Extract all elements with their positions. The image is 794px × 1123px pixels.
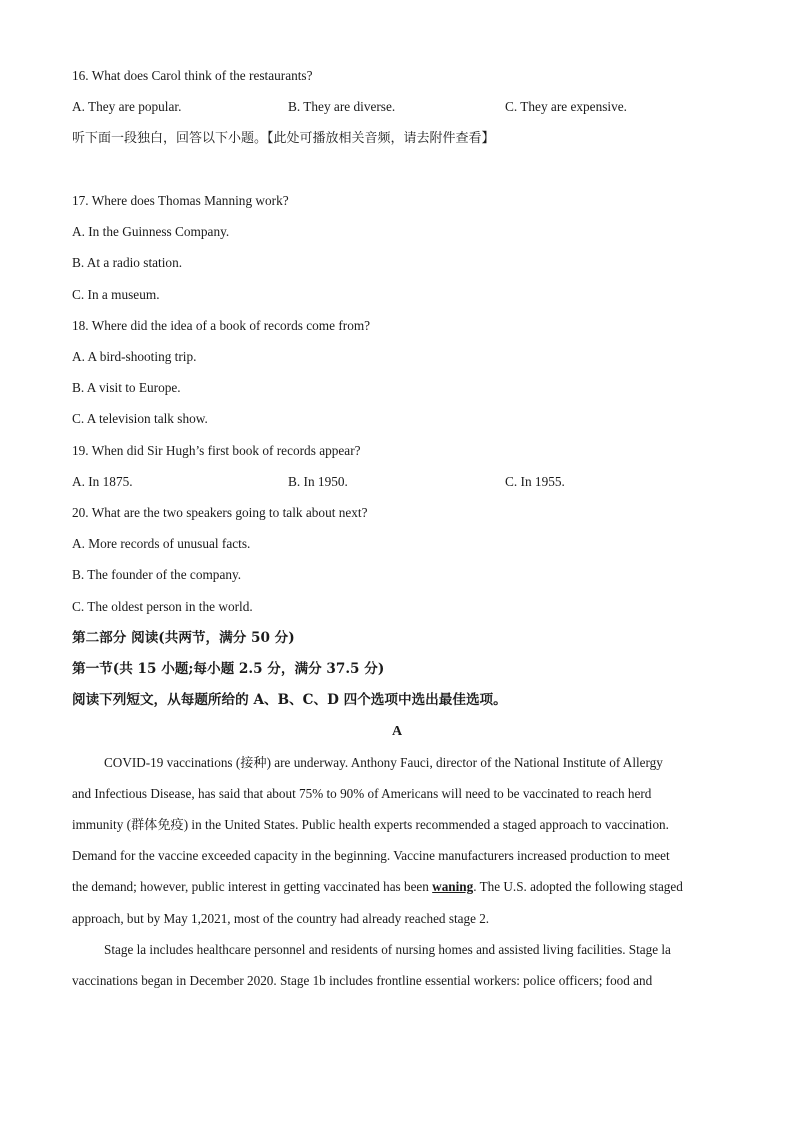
question-17: 17. Where does Thomas Manning work? [72, 193, 289, 208]
passage-line: immunity (群体免疫) in the United States. Public health experts recommended a staged approach to vaccination. [72, 817, 669, 832]
q18-option-b: B. A visit to Europe. [72, 380, 181, 395]
passage-line: COVID-19 vaccinations (接种) are underway. Anthony Fauci, director of the National Institute of Allergy [104, 755, 663, 770]
q16-option-a: A. They are popular. [72, 99, 182, 114]
q17-option-b: B. At a radio station. [72, 255, 183, 270]
reading-instruction: 阅读下列短文，从每题所给的 A、B、C、D 四个选项中选出最佳选项。 [72, 692, 507, 708]
q16-option-b: B. They are diverse. [288, 99, 396, 114]
q17-option-c: C. In a museum. [72, 287, 160, 302]
q17-option-a: A. In the Guinness Company. [72, 224, 230, 239]
q19-option-b: B. In 1950. [288, 474, 348, 489]
passage-line: and Infectious Disease, has said that about 75% to 90% of Americans will need to be vaccinated to reach herd [72, 786, 652, 801]
q20-option-b: B. The founder of the company. [72, 567, 242, 582]
passage-line: Demand for the vaccine exceeded capacity in the beginning. Vaccine manufacturers increased production to meet [72, 848, 670, 863]
passage-line: Stage la includes healthcare personnel and residents of nursing homes and assisted living facilities. Stage la [104, 942, 671, 957]
passage-line: approach, but by May 1,2021, most of the country had already reached stage 2. [72, 911, 490, 926]
question-18: 18. Where did the idea of a book of records come from? [72, 318, 371, 333]
passage-line: vaccinations began in December 2020. Stage 1b includes frontline essential workers: police officers; food and [72, 973, 653, 988]
question-20: 20. What are the two speakers going to talk about next? [72, 505, 368, 520]
passage-label: A [391, 724, 403, 739]
passage-text: the demand; however, public interest in getting vaccinated has been [72, 879, 433, 894]
question-16: 16. What does Carol think of the restaurants? [72, 68, 313, 83]
listening-instruction: 听下面一段独白，回答以下小题。【此处可播放相关音频，请去附件查看】 [72, 131, 495, 146]
passage-line [72, 879, 683, 895]
passage-text: . The U.S. adopted the following staged [473, 879, 683, 894]
q18-option-c: C. A television talk show. [72, 411, 208, 426]
underlined-word: waning [432, 879, 474, 894]
section-2-heading: 第二部分 阅读(共两节，满分 50 分) [72, 630, 295, 646]
q18-option-a: A. A bird-shooting trip. [72, 349, 197, 364]
q20-option-a: A. More records of unusual facts. [72, 536, 251, 551]
question-19: 19. When did Sir Hugh’s first book of records appear? [72, 443, 361, 458]
section-1-heading: 第一节(共 15 小题;每小题 2.5 分，满分 37.5 分) [72, 661, 385, 677]
q19-option-c: C. In 1955. [505, 474, 565, 489]
q19-option-a: A. In 1875. [72, 474, 133, 489]
q16-option-c: C. They are expensive. [505, 99, 627, 114]
q20-option-c: C. The oldest person in the world. [72, 599, 253, 614]
